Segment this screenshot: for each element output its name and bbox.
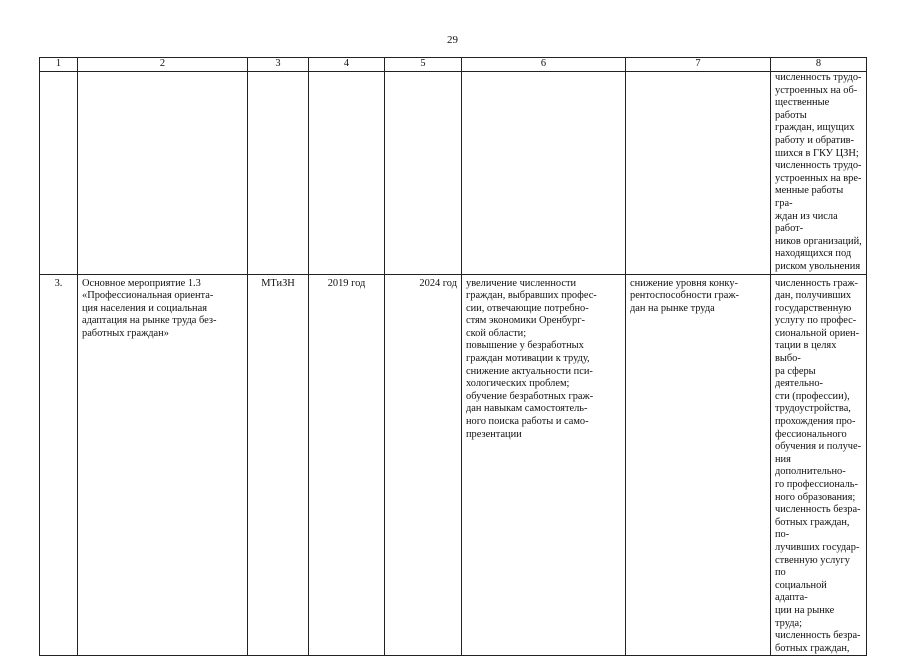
cell-measure-name	[78, 72, 248, 275]
cell-start-year	[309, 72, 385, 275]
cell-start-year: 2019 год	[309, 274, 385, 656]
cell-end-year: 2024 год	[385, 274, 462, 656]
cell-expected-result: увеличение численности граждан, выбравших профес- сии, отвечающие потребно- стям экономики Оренбург- ской области; повышение у безработных граждан мотивации к труду, снижение актуальности пси- хологических проблем; обучение безработных граж- дан навыкам самостоятель- ного поиска работы и само- презентации	[462, 274, 626, 656]
page-number: 29	[447, 34, 458, 46]
column-header-1: 1	[40, 58, 78, 72]
cell-consequences: снижение уровня конку- рентоспособности граж- дан на рынке труда	[626, 274, 771, 656]
table-row-continuation	[40, 72, 867, 275]
cell-end-year	[385, 72, 462, 275]
cell-consequences	[626, 72, 771, 275]
cell-measure-name: Основное мероприятие 1.3 «Профессиональная ориента- ция населения и социальная адаптация на рынке труда без- работных граждан»	[78, 274, 248, 656]
column-header-2: 2	[78, 58, 248, 72]
column-header-3: 3	[248, 58, 309, 72]
table-header-row	[40, 58, 867, 72]
column-header-7: 7	[626, 58, 771, 72]
cell-number: 3.	[40, 274, 78, 656]
cell-expected-result	[462, 72, 626, 275]
column-header-8: 8	[771, 58, 867, 72]
cell-executor	[248, 72, 309, 275]
cell-indicators: численность граж- дан, получивших государственную услугу по профес- сиональной ориен- тации в целях выбо- ра сферы деятельно- сти (профессии), трудоустройства, прохождения про- фессионального обучения и получе- ния дополнительно- го профессиональ- ного образования; численность безра- ботных граждан, по- лучивших государ- ственную услугу по социальной адапта- ции на рынке труда; численность безра- ботных граждан,	[771, 274, 867, 656]
cell-executor: МТиЗН	[248, 274, 309, 656]
cell-number	[40, 72, 78, 275]
column-header-5: 5	[385, 58, 462, 72]
column-header-4: 4	[309, 58, 385, 72]
measures-table	[39, 57, 867, 656]
cell-indicators: численность трудо- устроенных на об- щественные работы граждан, ищущих работу и обратив- шихся в ГКУ ЦЗН; численность трудо- устроенных на вре- менные работы гра- ждан из числа работ- ников организаций, находящихся под риском увольнения	[771, 72, 867, 275]
table-row-3	[40, 274, 867, 656]
column-header-6: 6	[462, 58, 626, 72]
